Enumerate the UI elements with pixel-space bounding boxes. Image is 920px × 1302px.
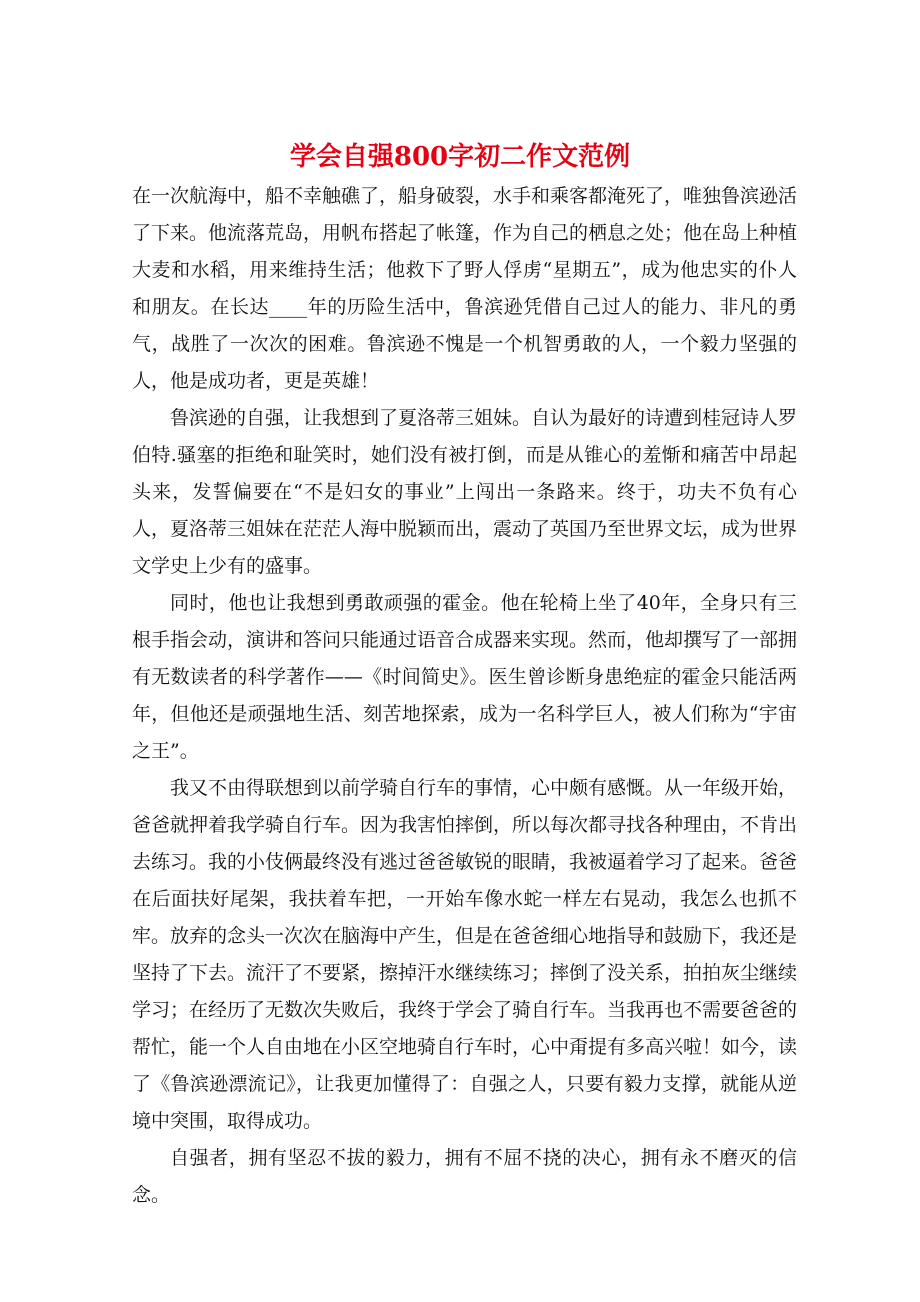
paragraph-2: 鲁滨逊的自强，让我想到了夏洛蒂三姐妹。自认为最好的诗遭到桂冠诗人罗伯特.骚塞的拒绝和耻笑时，她们没有被打倒，而是从锥心的羞惭和痛苦中昂起头来，发誓偏要在“不是妇女的事业”上闯出一条路来。终于，功夫不负有心人，夏洛蒂三姐妹在茫茫人海中脱颖而出，震动了英国乃至世界文坛，成为世界文学史上少有的盛事。	[132, 407, 798, 577]
paragraph-1: 在一次航海中，船不幸触礁了，船身破裂，水手和乘客都淹死了，唯独鲁滨逊活了下来。他流落荒岛，用帆布搭起了帐篷，作为自己的栖息之处；他在岛上种植大麦和水稻，用来维持生活；他救下了野人俘虏“星期五”，成为他忠实的仆人和朋友。在长达____年的历险生活中，鲁滨逊凭借自己过人的能力、非凡的勇气，战胜了一次次的困难。鲁滨逊不愧是一个机智勇敢的人，一个毅力坚强的人，他是成功者，更是英雄！	[132, 185, 798, 392]
paragraph-4: 我又不由得联想到以前学骑自行车的事情，心中颇有感慨。从一年级开始，爸爸就押着我学骑自行车。因为我害怕摔倒，所以每次都寻找各种理由，不肯出去练习。我的小伎俩最终没有逃过爸爸敏锐的眼睛，我被逼着学习了起来。爸爸在后面扶好尾架，我扶着车把，一开始车像水蛇一样左右晃动，我怎么也抓不牢。放弃的念头一次次在脑海中产生，但是在爸爸细心地指导和鼓励下，我还是坚持了下去。流汗了不要紧，擦掉汗水继续练习；摔倒了没关系，拍拍灰尘继续学习；在经历了无数次失败后，我终于学会了骑自行车。当我再也不需要爸爸的帮忙，能一个人自由地在小区空地骑自行车时，心中甭提有多高兴啦！如今，读了《鲁滨逊漂流记》，让我更加懂得了：自强之人，只要有毅力支撑，就能从逆境中突围，取得成功。	[132, 777, 798, 1132]
document-title: 学会自强800字初二作文范例	[289, 142, 631, 172]
document-body	[132, 178, 797, 1214]
paragraph-3: 同时，他也让我想到勇敢顽强的霍金。他在轮椅上坐了40年，全身只有三根手指会动，演讲和答问只能通过语音合成器来实现。然而，他却撰写了一部拥有无数读者的科学著作——《时间简史》。医生曾诊断身患绝症的霍金只能活两年，但他还是顽强地生活、刻苦地探索，成为一名科学巨人，被人们称为“宇宙之王”。	[132, 592, 798, 762]
paragraph-5: 自强者，拥有坚忍不拔的毅力，拥有不屈不挠的决心，拥有永不磨灭的信念。	[132, 1147, 797, 1206]
